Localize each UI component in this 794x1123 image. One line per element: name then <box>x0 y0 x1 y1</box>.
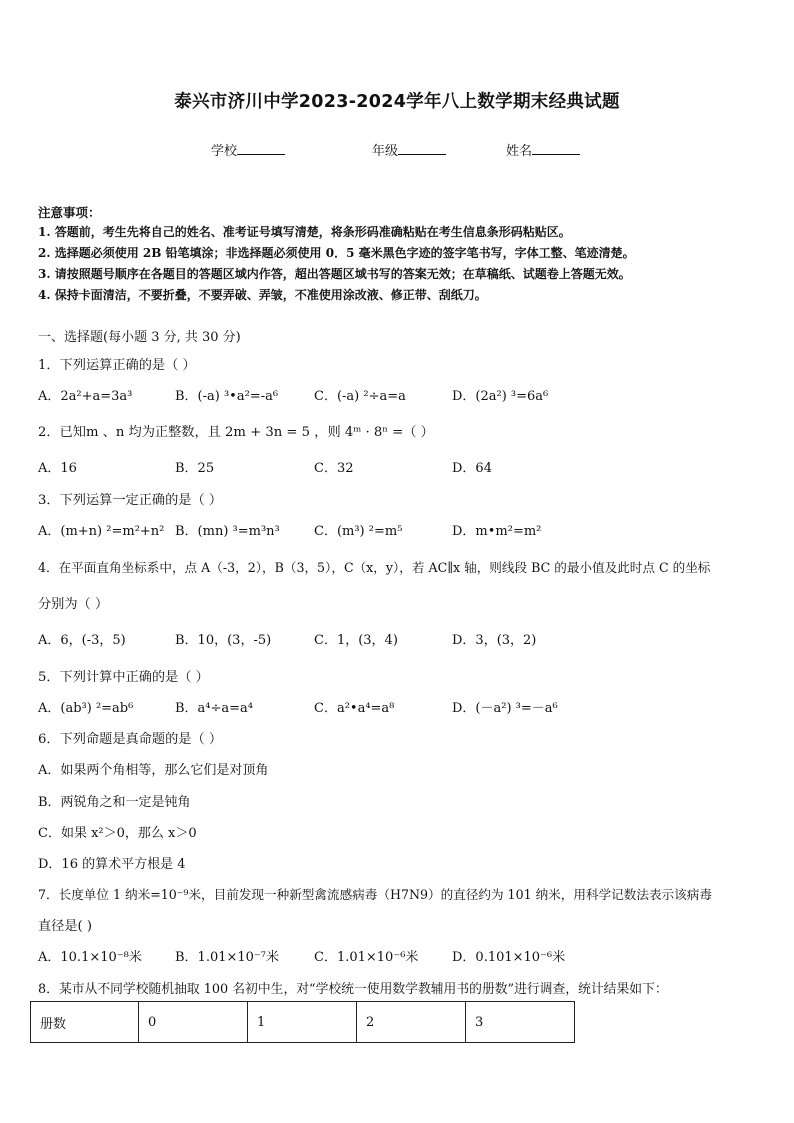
question-7-option-d: D．0.101×10⁻⁶米 <box>452 950 566 965</box>
page-title: 泰兴市济川中学2023-2024学年八上数学期末经典试题 <box>174 92 620 112</box>
question-7-option-c: C．1.01×10⁻⁶米 <box>314 950 419 965</box>
grade-label: 年级 <box>372 144 399 159</box>
table-cell: 2 <box>357 1002 466 1043</box>
table-cell: 0 <box>139 1002 248 1043</box>
note-item: 1. 答题前，考生先将自己的姓名、准考证号填写清楚，将条形码准确粘贴在考生信息条形码粘贴区。 <box>38 225 571 239</box>
note-item: 3. 请按照题号顺序在各题目的答题区域内作答，超出答题区域书写的答案无效；在草稿纸、试题卷上答题无效。 <box>38 267 631 281</box>
question-7-stem-line2: 直径是( ) <box>38 919 93 934</box>
question-6-option-a: A．如果两个角相等，那么它们是对顶角 <box>38 763 269 778</box>
question-1-stem: 1．下列运算正确的是（ ） <box>38 358 196 373</box>
question-7-option-a: A．10.1×10⁻⁸米 <box>38 950 142 965</box>
question-5-option-b: B．a⁴÷a=a⁴ <box>175 701 254 716</box>
question-6-option-d: D．16 的算术平方根是 4 <box>38 857 186 872</box>
question-4-option-d: D．3，(3，2) <box>452 633 537 648</box>
question-8-table <box>30 1001 575 1043</box>
question-2-option-c: C．32 <box>314 461 354 476</box>
table-cell: 册数 <box>31 1002 139 1043</box>
school-blank <box>237 142 285 155</box>
question-1-option-c: C．(-a) ²÷a=a <box>314 389 406 404</box>
question-4-option-c: C．1，(3，4) <box>314 633 398 648</box>
question-1-option-b: B．(-a) ³•a²=-a⁶ <box>175 389 279 404</box>
question-3-option-c: C．(m³) ²=m⁵ <box>314 524 403 539</box>
notes-heading: 注意事项： <box>38 205 101 220</box>
name-field <box>506 140 580 159</box>
question-5-option-d: D．(－a²) ³=－a⁶ <box>452 701 558 716</box>
table-row <box>31 1002 575 1043</box>
note-item: 4. 保持卡面清洁，不要折叠，不要弄破、弄皱，不准使用涂改液、修正带、刮纸刀。 <box>38 288 487 302</box>
question-4-option-b: B．10，(3，-5) <box>175 633 272 648</box>
question-6-stem: 6．下列命题是真命题的是（ ） <box>38 732 223 747</box>
question-5-option-c: C．a²•a⁴=a⁸ <box>314 701 395 716</box>
question-2-option-b: B．25 <box>175 461 215 476</box>
question-5-option-a: A．(ab³) ²=ab⁶ <box>38 701 134 716</box>
table-cell: 1 <box>248 1002 357 1043</box>
grade-field <box>372 140 446 159</box>
school-field <box>211 140 285 159</box>
name-blank <box>532 142 580 155</box>
question-4-option-a: A．6，(-3，5) <box>38 633 126 648</box>
question-8-stem: 8．某市从不同学校随机抽取 100 名初中生，对“学校统一使用数学教辅用书的册数”进行调查，统计结果如下： <box>38 982 668 997</box>
question-7-stem-line1: 7．长度单位 1 纳米=10⁻⁹米，目前发现一种新型禽流感病毒（H7N9）的直径约为 101 纳米，用科学记数法表示该病毒 <box>38 887 712 902</box>
grade-blank <box>398 142 446 155</box>
name-label: 姓名 <box>506 144 533 159</box>
question-3-option-a: A．(m+n) ²=m²+n² <box>38 524 165 539</box>
question-4-stem-line2: 分别为（ ） <box>38 597 109 612</box>
question-5-stem: 5．下列计算中正确的是（ ） <box>38 670 209 685</box>
question-3-stem: 3．下列运算一定正确的是（ ） <box>38 493 223 508</box>
question-6-option-b: B．两锐角之和一定是钝角 <box>38 795 191 810</box>
school-label: 学校 <box>211 144 238 159</box>
question-1-option-d: D．(2a²) ³=6a⁶ <box>452 389 549 404</box>
note-item: 2. 选择题必须使用 2B 铅笔填涂；非选择题必须使用 0．5 毫米黑色字迹的签字笔书写，字体工整、笔迹清楚。 <box>38 246 635 260</box>
question-1-option-a: A．2a²+a=3a³ <box>38 389 133 404</box>
question-2-option-d: D．64 <box>452 461 492 476</box>
question-2-option-a: A．16 <box>38 461 77 476</box>
question-3-option-b: B．(mn) ³=m³n³ <box>175 524 280 539</box>
question-3-option-d: D．m•m²=m² <box>452 524 542 539</box>
section-heading: 一、选择题(每小题 3 分, 共 30 分) <box>38 330 241 345</box>
question-2-stem: 2．已知m 、n 均为正整数，且 2m + 3n = 5 ，则 4ᵐ · 8ⁿ =（ ） <box>38 425 434 440</box>
question-4-stem-line1: 4．在平面直角坐标系中，点 A（-3，2），B（3，5），C（x，y），若 AC∥x 轴，则线段 BC 的最小值及此时点 C 的坐标 <box>38 560 711 575</box>
question-7-option-b: B．1.01×10⁻⁷米 <box>175 950 280 965</box>
table-cell: 3 <box>466 1002 575 1043</box>
question-6-option-c: C．如果 x²＞0，那么 x＞0 <box>38 826 197 841</box>
